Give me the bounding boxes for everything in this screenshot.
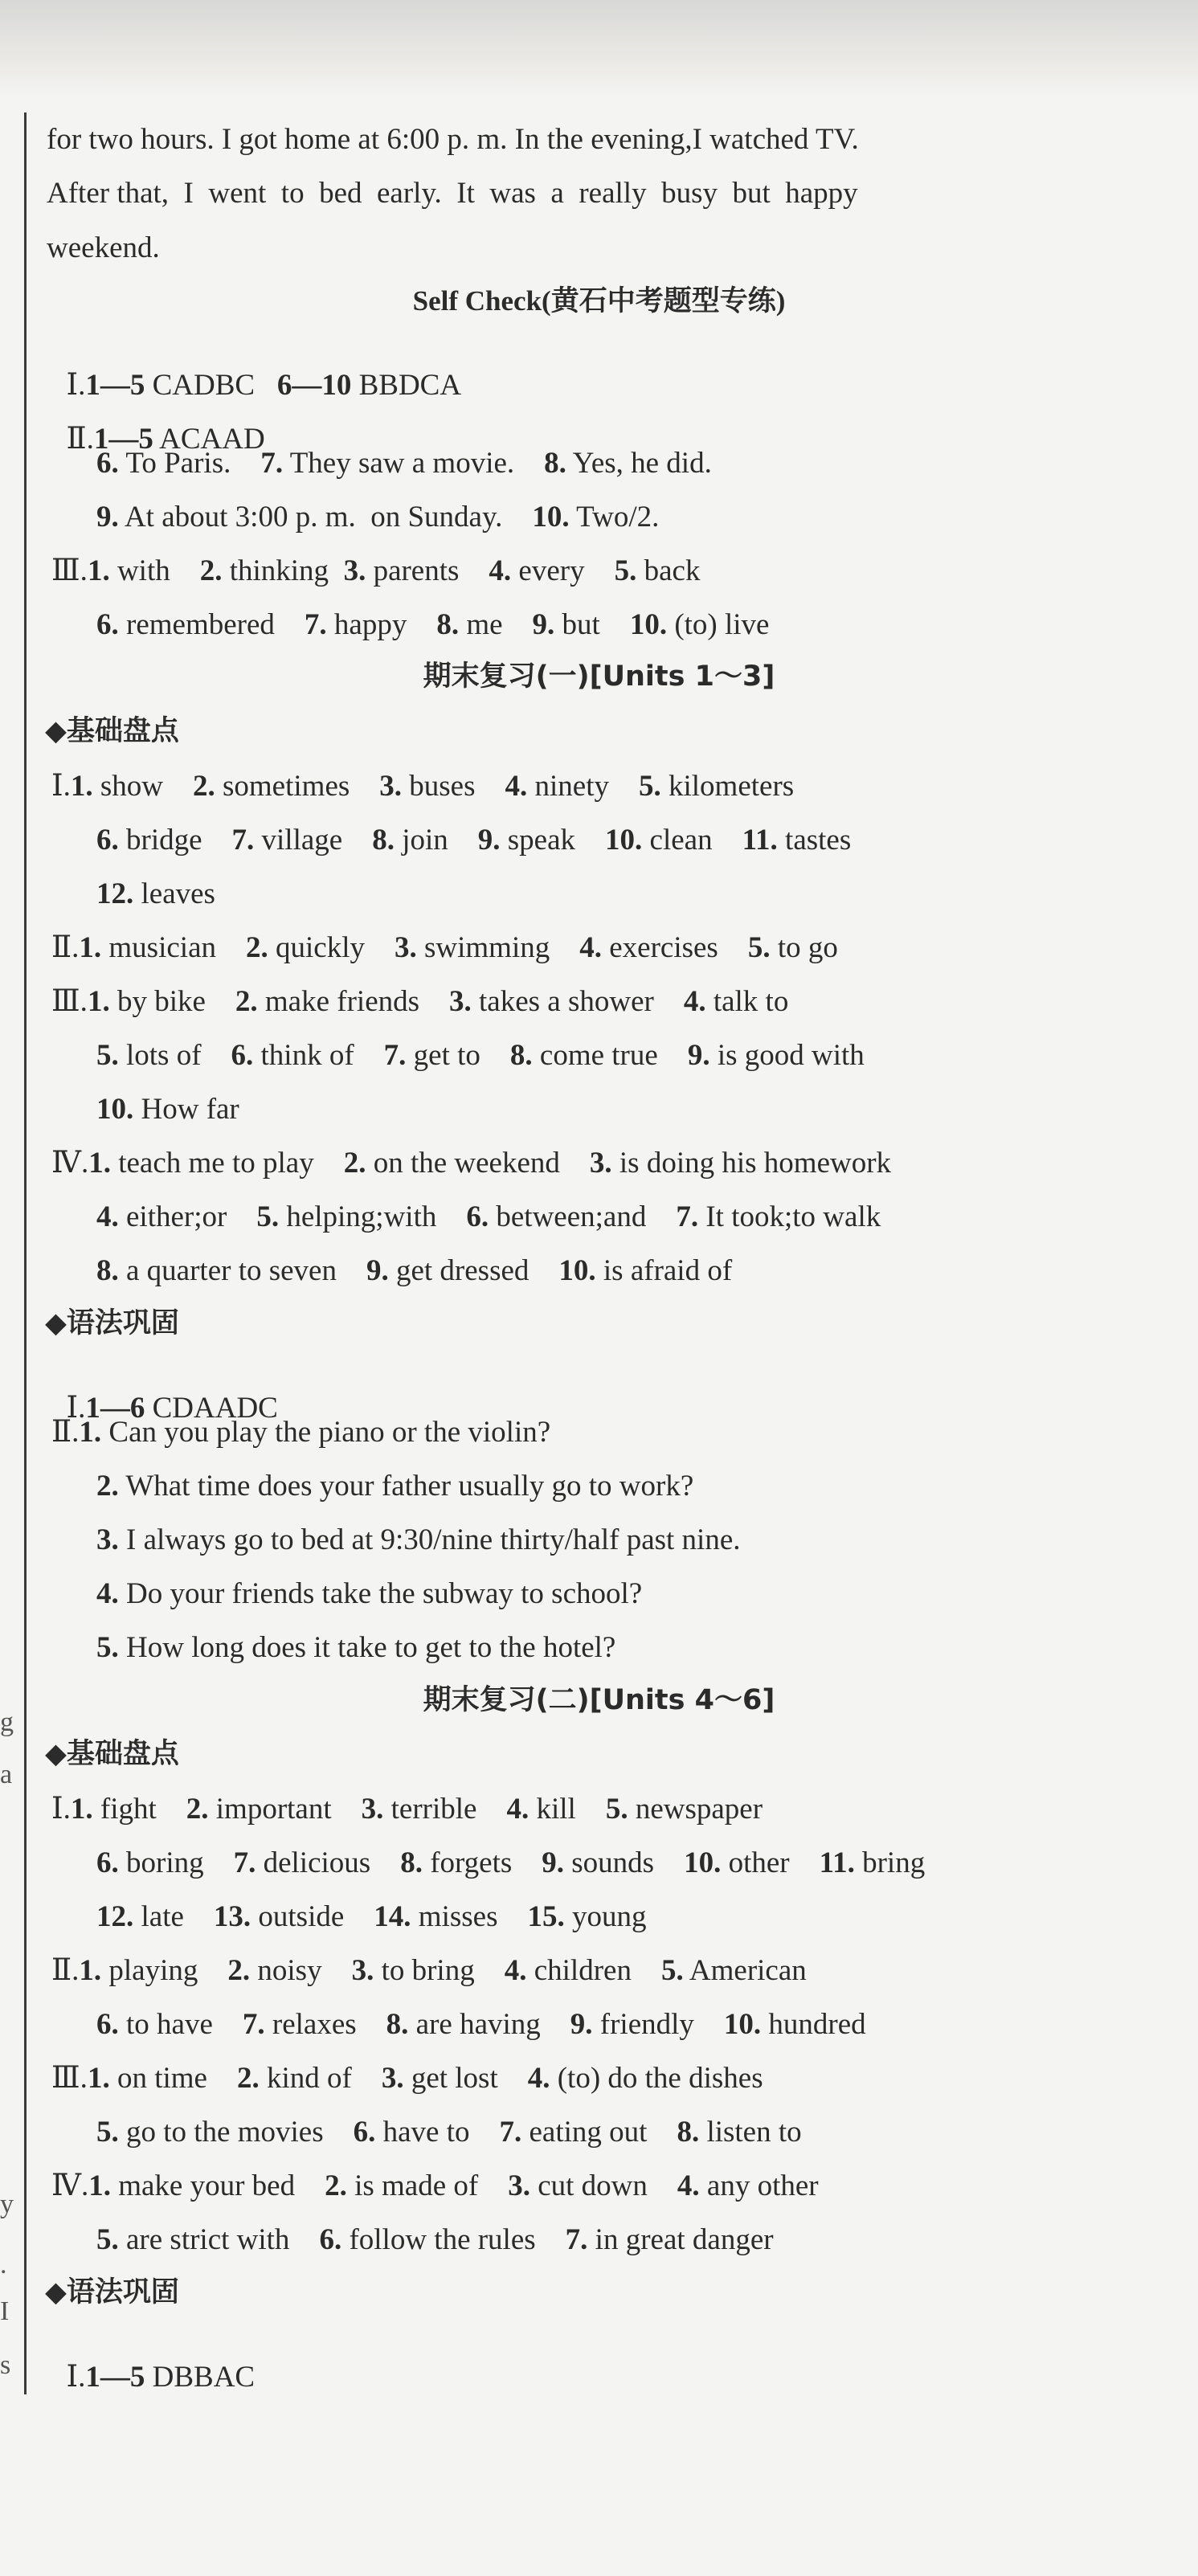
- item-number: 1.: [87, 985, 110, 1018]
- subsection-title: ◆语法巩固: [45, 2276, 179, 2308]
- answer-line: [96, 879, 215, 909]
- item-answer: every: [511, 554, 615, 587]
- item-number: 9.: [477, 824, 501, 857]
- item-answer: children: [526, 1954, 661, 1987]
- item-answer: to go: [770, 931, 838, 964]
- item-answer: are having: [408, 2008, 570, 2041]
- answer-line: [51, 1364, 278, 1423]
- item-number: 2.: [186, 1793, 209, 1826]
- item-number: 11.: [742, 824, 778, 857]
- item-number: 3.: [351, 1954, 374, 1987]
- roman-numeral: Ⅱ.: [51, 931, 80, 964]
- range-label: 1—6: [85, 1392, 145, 1425]
- item-number: 2.: [343, 1147, 366, 1180]
- item-answer: fight: [92, 1793, 186, 1826]
- item-answer: is made of: [346, 2169, 509, 2202]
- item-number: 6.: [96, 447, 119, 480]
- item-number: 10.: [629, 608, 668, 641]
- answer-line: [96, 825, 851, 855]
- item-number: 4.: [677, 2169, 700, 2202]
- item-answer: cut down: [529, 2169, 677, 2202]
- item-answer: join: [394, 824, 478, 857]
- item-answer: between;and: [489, 1200, 677, 1233]
- item-answer: in great danger: [587, 2223, 774, 2256]
- item-number: 3.: [343, 554, 366, 587]
- roman-numeral: Ⅰ.: [51, 1793, 71, 1826]
- item-answer: teach me to play: [110, 1147, 344, 1180]
- answer-line: [51, 395, 265, 454]
- item-number: 2.: [236, 2062, 260, 2095]
- item-answer: swimming: [416, 931, 580, 964]
- roman-numeral: Ⅰ.: [66, 1392, 86, 1425]
- answer-line: [96, 1902, 646, 1932]
- item-number: 12.: [96, 1900, 134, 1933]
- item-number: 11.: [819, 1846, 855, 1879]
- range-label: 1—5: [85, 2361, 145, 2394]
- item-number: 2.: [227, 1954, 251, 1987]
- item-number: 6.: [466, 1200, 489, 1233]
- item-answer: is doing his homework: [611, 1147, 892, 1180]
- item-answer: is afraid of: [595, 1254, 733, 1287]
- item-answer: are strict with: [118, 2223, 320, 2256]
- item-answer: make friends: [257, 985, 450, 1018]
- item-answer: sometimes: [215, 770, 380, 803]
- item-answer: a quarter to seven: [118, 1254, 366, 1287]
- item-answer: outside: [251, 1900, 374, 1933]
- item-number: 4.: [96, 1200, 119, 1233]
- item-number: 10.: [723, 2008, 762, 2041]
- item-answer: to have: [118, 2008, 243, 2041]
- item-number: 4.: [683, 985, 706, 1018]
- item-answer: me: [459, 608, 533, 641]
- item-number: 2.: [96, 1470, 119, 1503]
- answer-line: [51, 341, 461, 400]
- item-number: 4.: [504, 1954, 527, 1987]
- item-number: 5.: [96, 2223, 119, 2256]
- answer-line: [51, 2171, 819, 2201]
- item-number: 5.: [96, 2116, 119, 2149]
- item-number: 6.: [96, 1846, 119, 1879]
- item-number: 1.: [79, 1416, 102, 1449]
- answer-line: [51, 933, 838, 963]
- roman-numeral: Ⅱ.: [66, 423, 94, 456]
- item-number: 14.: [374, 1900, 411, 1933]
- section-heading: 期末复习(二)[Units 4～6]: [423, 1684, 775, 1716]
- edge-letter: y: [0, 2190, 14, 2219]
- answer-text: CDAADC: [145, 1392, 278, 1425]
- item-answer: forgets: [422, 1846, 542, 1879]
- item-answer: other: [721, 1846, 820, 1879]
- range-label: 1—5: [85, 369, 145, 402]
- item-number: 3.: [379, 770, 403, 803]
- edge-letter: I: [0, 2296, 10, 2326]
- roman-numeral: Ⅲ.: [51, 554, 88, 587]
- item-number: 3.: [589, 1147, 612, 1180]
- item-number: 1.: [70, 1793, 93, 1826]
- item-number: 6.: [96, 608, 119, 641]
- item-answer: by bike: [109, 985, 235, 1018]
- item-number: 3.: [394, 931, 417, 964]
- answer-line: [96, 2010, 866, 2039]
- answer-line: [51, 1417, 550, 1447]
- section-heading: Self Check(黄石中考题型专练): [412, 285, 786, 317]
- item-number: 8.: [400, 1846, 423, 1879]
- item-number: 10.: [558, 1254, 596, 1287]
- item-answer: (to) do the dishes: [550, 2062, 763, 2095]
- item-number: 4.: [579, 931, 602, 964]
- item-number: 2.: [199, 554, 223, 587]
- item-answer: kilometers: [660, 770, 795, 803]
- item-number: 5.: [638, 770, 661, 803]
- paragraph-line: After that, I went to bed early. It was a really busy but happy: [47, 177, 858, 210]
- item-answer: tastes: [777, 824, 852, 857]
- item-number: 13.: [213, 1900, 251, 1933]
- item-answer: helping;with: [279, 1200, 467, 1233]
- roman-numeral: Ⅲ.: [51, 2062, 88, 2095]
- item-number: 4.: [96, 1577, 119, 1610]
- subsection-title: ◆基础盘点: [45, 715, 179, 747]
- item-answer: young: [564, 1900, 647, 1933]
- item-number: 7.: [676, 1200, 699, 1233]
- item-answer: At about 3:00 p. m. on Sunday.: [118, 501, 533, 534]
- item-number: 7.: [565, 2223, 588, 2256]
- item-number: 4.: [527, 2062, 550, 2095]
- item-number: 5.: [747, 931, 771, 964]
- item-answer: late: [133, 1900, 214, 1933]
- item-answer: leaves: [133, 877, 215, 910]
- answer-line: [96, 2225, 774, 2255]
- item-answer: go to the movies: [118, 2116, 354, 2149]
- item-answer: lots of: [118, 1039, 231, 1072]
- roman-numeral: Ⅱ.: [51, 1416, 80, 1449]
- roman-numeral: Ⅰ.: [66, 369, 86, 402]
- item-answer: Yes, he did.: [566, 447, 712, 480]
- item-answer: boring: [118, 1846, 234, 1879]
- item-number: 9.: [532, 608, 555, 641]
- answer-line: [96, 1848, 925, 1878]
- paragraph-line: weekend.: [47, 231, 160, 264]
- item-answer: terrible: [383, 1793, 507, 1826]
- item-number: 8.: [544, 447, 566, 480]
- item-answer: kind of: [259, 2062, 382, 2095]
- item-answer: noisy: [250, 1954, 352, 1987]
- paragraph-line: for two hours. I got home at 6:00 p. m. In the evening,I watched TV.: [47, 123, 859, 156]
- item-number: 5.: [660, 1954, 684, 1987]
- item-answer: with: [109, 554, 200, 587]
- item-answer: have to: [375, 2116, 500, 2149]
- edge-letter: .: [0, 2250, 7, 2280]
- item-number: 2.: [193, 770, 215, 803]
- subsection-title: ◆基础盘点: [45, 1738, 179, 1770]
- item-number: 8.: [509, 1039, 533, 1072]
- answer-line: [96, 502, 659, 532]
- item-answer: to bring: [374, 1954, 505, 1987]
- item-answer: How long does it take to get to the hotel?: [118, 1631, 616, 1664]
- item-answer: village: [254, 824, 373, 857]
- item-answer: delicious: [256, 1846, 401, 1879]
- answer-line: [96, 1041, 865, 1070]
- item-answer: eating out: [521, 2116, 677, 2149]
- item-number: 9.: [366, 1254, 389, 1287]
- answer-line: [96, 1525, 741, 1555]
- answer-line: [51, 1956, 807, 1985]
- item-number: 6.: [319, 2223, 342, 2256]
- subsection-title: ◆语法巩固: [45, 1307, 179, 1339]
- section-heading: 期末复习(一)[Units 1～3]: [423, 660, 775, 693]
- item-number: 6.: [96, 2008, 119, 2041]
- answer-text: ACAAD: [153, 423, 265, 456]
- answer-text: CADBC: [145, 369, 277, 402]
- page-top-shadow: [0, 0, 1198, 96]
- answer-line: [51, 1148, 891, 1178]
- item-number: 7.: [260, 447, 284, 480]
- item-number: 9.: [570, 2008, 593, 2041]
- item-number: 6.: [96, 824, 119, 857]
- item-answer: talk to: [705, 985, 789, 1018]
- item-answer: happy: [326, 608, 437, 641]
- edge-letter: s: [0, 2350, 11, 2380]
- item-number: 8.: [386, 2008, 409, 2041]
- range-label: 6—10: [276, 369, 352, 402]
- item-number: 3.: [449, 985, 472, 1018]
- answer-line: [96, 1633, 615, 1662]
- item-number: 5.: [605, 1793, 628, 1826]
- item-number: 8.: [372, 824, 395, 857]
- left-margin-rule: [24, 112, 27, 2394]
- item-number: 5.: [96, 1631, 119, 1664]
- item-number: 1.: [79, 1954, 102, 1987]
- item-number: 3.: [96, 1523, 119, 1556]
- item-answer: How far: [133, 1093, 239, 1126]
- roman-numeral: Ⅳ.: [51, 1147, 89, 1180]
- answer-line: [96, 448, 712, 478]
- item-answer: I always go to bed at 9:30/nine thirty/half past nine.: [118, 1523, 741, 1556]
- item-number: 7.: [231, 824, 255, 857]
- item-answer: What time does your father usually go to work?: [118, 1470, 694, 1503]
- item-number: 7.: [383, 1039, 407, 1072]
- item-number: 1.: [70, 770, 93, 803]
- item-number: 1.: [88, 1147, 111, 1180]
- roman-numeral: Ⅳ.: [51, 2169, 89, 2202]
- item-answer: on the weekend: [366, 1147, 590, 1180]
- item-answer: playing: [101, 1954, 228, 1987]
- item-number: 10.: [684, 1846, 722, 1879]
- item-answer: Can you play the piano or the violin?: [101, 1416, 551, 1449]
- item-number: 2.: [235, 985, 258, 1018]
- answer-line: [51, 987, 788, 1016]
- item-answer: speak: [500, 824, 606, 857]
- answer-text: DBBAC: [145, 2361, 256, 2394]
- item-number: 3.: [361, 1793, 384, 1826]
- answer-line: [51, 556, 700, 586]
- item-number: 9.: [96, 501, 119, 534]
- item-answer: either;or: [118, 1200, 257, 1233]
- item-answer: thinking: [222, 554, 344, 587]
- item-answer: bridge: [118, 824, 232, 857]
- item-number: 10.: [96, 1093, 134, 1126]
- item-number: 10.: [532, 501, 570, 534]
- item-number: 1.: [87, 554, 110, 587]
- item-answer: think of: [253, 1039, 384, 1072]
- item-answer: newspaper: [628, 1793, 763, 1826]
- item-answer: Two/2.: [569, 501, 660, 534]
- item-number: 3.: [508, 2169, 530, 2202]
- item-answer: hundred: [761, 2008, 866, 2041]
- item-number: 9.: [542, 1846, 565, 1879]
- answer-line: [96, 1256, 732, 1286]
- item-number: 6.: [353, 2116, 376, 2149]
- item-answer: make your bed: [110, 2169, 325, 2202]
- item-number: 4.: [505, 770, 528, 803]
- item-answer: (to) live: [667, 608, 770, 641]
- item-answer: listen to: [699, 2116, 802, 2149]
- item-number: 7.: [499, 2116, 522, 2149]
- item-answer: kill: [529, 1793, 606, 1826]
- item-number: 1.: [79, 931, 102, 964]
- edge-letter: a: [0, 1760, 13, 1789]
- item-answer: on time: [109, 2062, 237, 2095]
- item-number: 5.: [614, 554, 637, 587]
- item-number: 8.: [677, 2116, 700, 2149]
- roman-numeral: Ⅲ.: [51, 985, 88, 1018]
- item-number: 7.: [304, 608, 327, 641]
- item-answer: buses: [402, 770, 505, 803]
- item-answer: remembered: [118, 608, 305, 641]
- item-number: 9.: [687, 1039, 710, 1072]
- item-number: 2.: [246, 931, 268, 964]
- item-answer: follow the rules: [341, 2223, 566, 2256]
- roman-numeral: Ⅰ.: [66, 2361, 86, 2394]
- item-answer: but: [554, 608, 630, 641]
- answer-line: [96, 1202, 881, 1232]
- item-number: 7.: [233, 1846, 256, 1879]
- item-number: 4.: [506, 1793, 529, 1826]
- answer-line: [96, 1094, 239, 1124]
- item-number: 10.: [605, 824, 643, 857]
- item-answer: bring: [854, 1846, 926, 1879]
- item-answer: clean: [642, 824, 742, 857]
- item-answer: quickly: [268, 931, 395, 964]
- item-answer: exercises: [601, 931, 748, 964]
- item-answer: come true: [532, 1039, 688, 1072]
- item-answer: takes a shower: [471, 985, 684, 1018]
- item-answer: get dressed: [388, 1254, 559, 1287]
- answer-line: [96, 610, 769, 640]
- item-answer: Do your friends take the subway to school?: [118, 1577, 643, 1610]
- answer-line: [51, 1794, 763, 1824]
- item-answer: parents: [366, 554, 489, 587]
- item-answer: any other: [699, 2169, 819, 2202]
- item-answer: American: [683, 1954, 807, 1987]
- roman-numeral: Ⅰ.: [51, 770, 71, 803]
- answer-line: [96, 2117, 802, 2147]
- answer-text: BBDCA: [351, 369, 462, 402]
- item-answer: musician: [101, 931, 246, 964]
- item-number: 3.: [381, 2062, 404, 2095]
- item-number: 8.: [436, 608, 460, 641]
- item-answer: misses: [411, 1900, 528, 1933]
- item-number: 6.: [231, 1039, 254, 1072]
- item-number: 2.: [325, 2169, 347, 2202]
- item-answer: important: [208, 1793, 362, 1826]
- item-number: 1.: [88, 2169, 111, 2202]
- item-answer: ninety: [527, 770, 639, 803]
- item-answer: They saw a movie.: [283, 447, 545, 480]
- item-answer: show: [92, 770, 193, 803]
- item-number: 5.: [256, 1200, 280, 1233]
- item-number: 12.: [96, 877, 134, 910]
- item-number: 4.: [489, 554, 512, 587]
- answer-line: [51, 2333, 255, 2392]
- item-answer: back: [636, 554, 701, 587]
- item-answer: get lost: [403, 2062, 528, 2095]
- answer-line: [51, 2063, 763, 2093]
- roman-numeral: Ⅱ.: [51, 1954, 80, 1987]
- item-number: 15.: [527, 1900, 565, 1933]
- item-answer: get to: [406, 1039, 510, 1072]
- answer-line: [96, 1471, 693, 1501]
- item-answer: It took;to walk: [698, 1200, 881, 1233]
- range-label: 1—5: [93, 423, 153, 456]
- item-answer: is good with: [709, 1039, 865, 1072]
- answer-line: [51, 771, 794, 801]
- item-answer: To Paris.: [118, 447, 261, 480]
- item-answer: relaxes: [264, 2008, 386, 2041]
- item-number: 5.: [96, 1039, 119, 1072]
- item-number: 8.: [96, 1254, 119, 1287]
- item-answer: friendly: [592, 2008, 724, 2041]
- item-answer: sounds: [564, 1846, 685, 1879]
- edge-letter: g: [0, 1707, 14, 1737]
- answer-line: [96, 1579, 642, 1609]
- item-number: 1.: [87, 2062, 110, 2095]
- item-number: 7.: [242, 2008, 265, 2041]
